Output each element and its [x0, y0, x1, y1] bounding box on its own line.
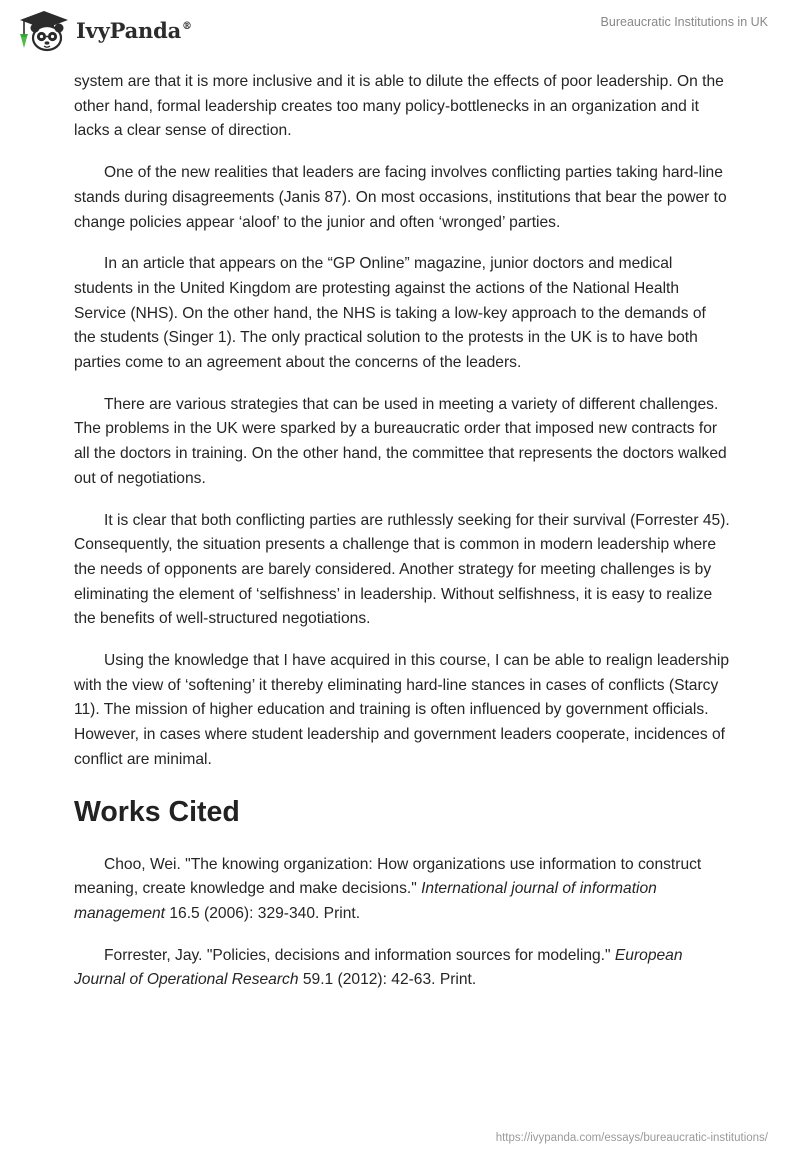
citation-details: 16.5 (2006): 329-340. Print.	[165, 904, 361, 922]
paragraph: In an article that appears on the “GP Online” magazine, junior doctors and medical students in the United Kingdom are protesting against the actions of the National Health Service (NHS). On the other hand, the NHS is taking a low-key approach to the demands of the students (Singer 1). The only practical solution to the protests in the UK is to have both parties come to an agreement about the concerns of the leaders.	[74, 255, 706, 372]
page-header	[0, 0, 800, 70]
paragraph: One of the new realities that leaders are facing involves conflicting parties taking hard-line stands during disagreements (Janis 87). On most occasions, institutions that bear the power to change policies appear ‘aloof’ to the junior and often ‘wronged’ parties.	[74, 164, 727, 231]
paragraph: system are that it is more inclusive and it is able to dilute the effects of poor leadership. On the other hand, formal leadership creates too many policy-bottlenecks in an organization and it lacks a clear sense of direction.	[74, 73, 724, 140]
panda-mascot-icon	[14, 8, 70, 52]
citation-journal: International journal of information management	[74, 880, 657, 922]
essay-content	[74, 70, 730, 1010]
ivypanda-logo[interactable]	[14, 8, 192, 52]
paragraph: There are various strategies that can be used in meeting a variety of different challenges. The problems in the UK were sparked by a bureaucratic order that imposed new contracts for all the doctors in training. On the other hand, the committee that represents the doctors walked out of negotiations.	[74, 395, 727, 487]
brand-name: IvyPanda®	[76, 17, 192, 43]
works-cited-heading: Works Cited	[74, 795, 240, 828]
paragraph: Using the knowledge that I have acquired in this course, I can be able to realign leadership with the view of ‘softening’ it thereby eliminating hard-line stances in cases of conflicts (Starcy 11). The mission of higher education and training is often influenced by government officials. However, in cases where student leadership and government leaders cooperate, incidences of conflict are minimal.	[74, 652, 730, 768]
paragraph: It is clear that both conflicting parties are ruthlessly seeking for their survival (Forrester 45). Consequently, the situation presents a challenge that is common in modern leadership where the needs of opponents are barely considered. Another strategy for meeting challenges is by eliminating the element of ‘selfishness’ in leadership. Without selfishness, it is easy to realize the benefits of well-structured negotiations.	[74, 511, 730, 628]
document-title: Bureaucratic Institutions in UK	[600, 15, 768, 29]
citation-entry	[74, 944, 730, 993]
source-url[interactable]: https://ivypanda.com/essays/bureaucratic-institutions/	[495, 1132, 768, 1144]
citation-journal: European Journal of Operational Research	[74, 946, 683, 989]
citation-text: Forrester, Jay. "Policies, decisions and information sources for modeling."	[104, 946, 615, 964]
citation-details: 59.1 (2012): 42-63. Print.	[298, 971, 477, 989]
citation-entry	[74, 853, 730, 927]
citation-text: Choo, Wei. "The knowing organization: How organizations use information to construct meaning, create knowledge and make decisions."	[74, 855, 702, 898]
